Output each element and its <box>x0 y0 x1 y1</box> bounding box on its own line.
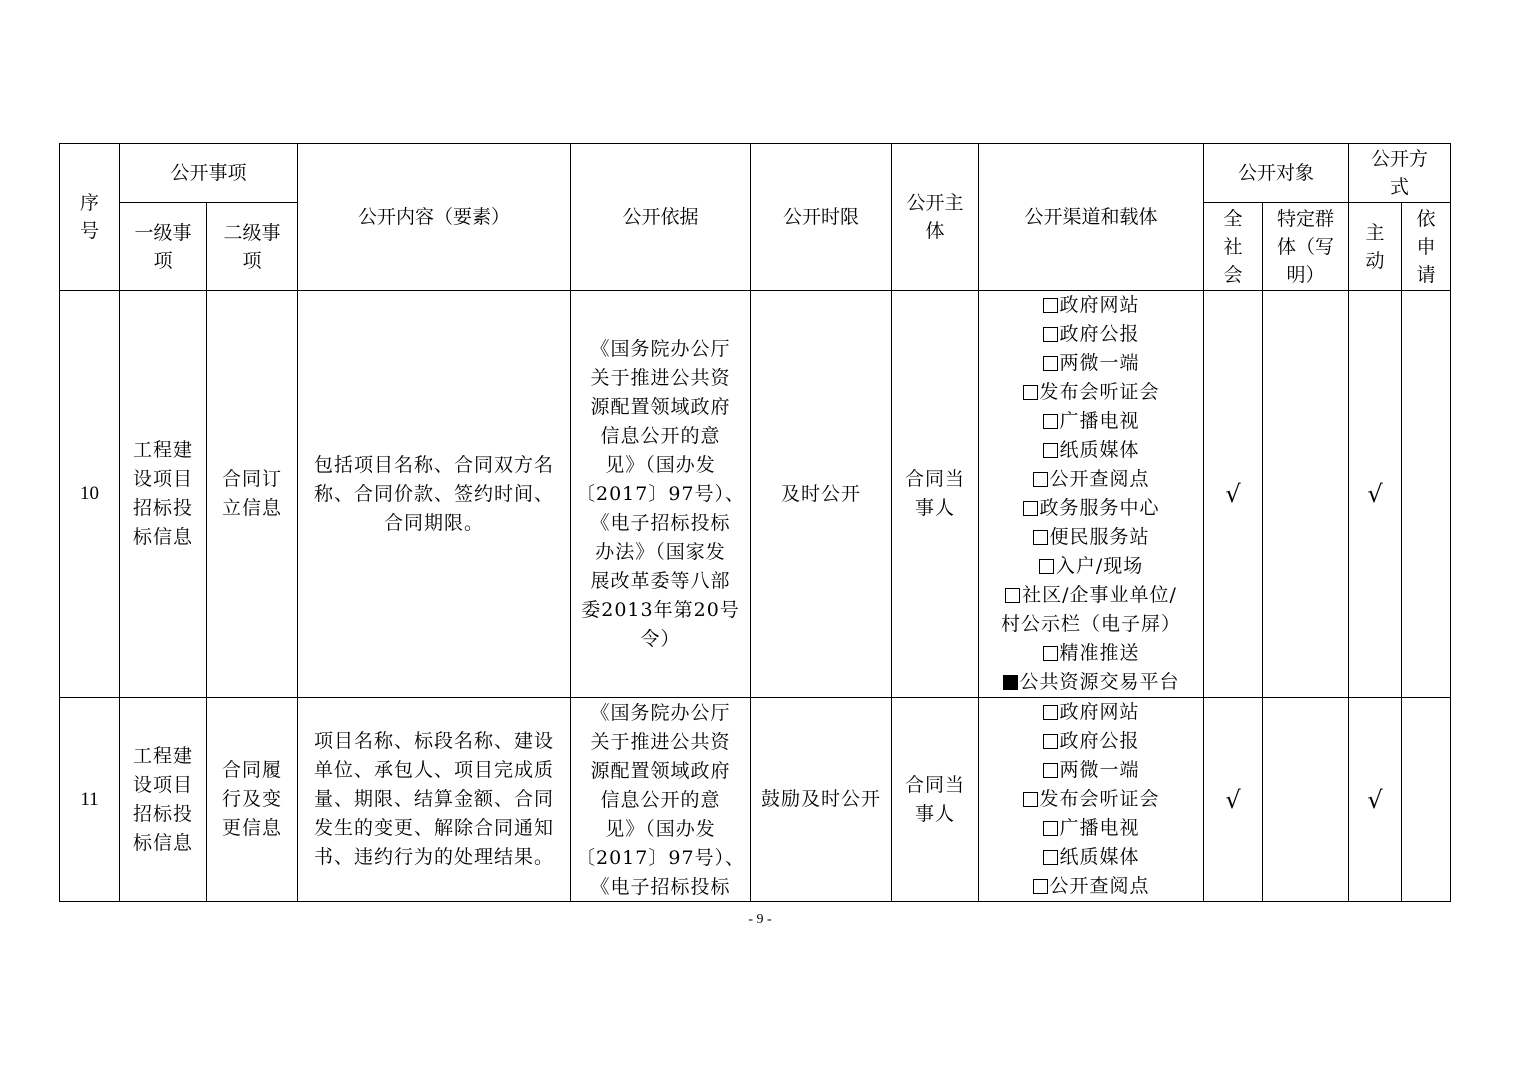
text-line: 量、期限、结算金额、合同 <box>314 788 555 810</box>
empty-box-icon <box>1043 646 1058 661</box>
channel-label: 入户/现场 <box>1055 555 1144 577</box>
empty-box-icon <box>1043 850 1058 865</box>
channel-label: 社区/企事业单位/ <box>1022 584 1177 606</box>
channel-item <box>979 465 1203 494</box>
channel-item <box>979 843 1203 872</box>
text-line: 动 <box>1365 249 1385 272</box>
empty-box-icon <box>1043 443 1058 458</box>
text-line: 见》（国办发 <box>605 818 716 840</box>
text-line: 申 <box>1416 235 1436 258</box>
text-line: 行及变 <box>222 788 283 810</box>
channel-item <box>979 378 1203 407</box>
disclosure-table <box>59 143 1451 902</box>
channel-item <box>979 291 1203 320</box>
text-line: 序 <box>79 192 99 214</box>
text-line: 公开主 <box>906 192 964 214</box>
text-line: 单位、承包人、项目完成质 <box>314 759 555 781</box>
row-content <box>298 698 571 902</box>
header-subject <box>892 144 979 291</box>
text-line: 依 <box>1416 207 1436 230</box>
text-line: 委2013年第20号 <box>581 598 740 621</box>
text-line: 信息公开的意 <box>600 789 721 811</box>
row-time-limit: 鼓励及时公开 <box>751 698 892 902</box>
channel-label: 政府公报 <box>1059 730 1140 752</box>
header-method-group <box>1349 144 1451 203</box>
channel-label: 两微一端 <box>1059 759 1140 781</box>
text-line: 《国务院办公厅 <box>590 702 731 724</box>
empty-box-icon <box>1043 705 1058 720</box>
channel-item <box>979 552 1203 581</box>
header-specific-group <box>1263 203 1349 291</box>
row-proactive-check: √ <box>1349 698 1402 902</box>
text-line: 标信息 <box>132 526 193 548</box>
text-line: 项 <box>153 249 173 272</box>
channel-label: 村公示栏（电子屏） <box>1001 613 1182 635</box>
channel-label: 便民服务站 <box>1049 526 1150 548</box>
text-line: 合同订 <box>222 468 283 490</box>
text-line: 事人 <box>915 802 956 825</box>
row-subject <box>892 291 979 698</box>
channel-item <box>979 320 1203 349</box>
row-channels <box>979 291 1204 698</box>
channel-item <box>979 639 1203 668</box>
row-basis <box>571 698 751 902</box>
channel-label: 公开查阅点 <box>1049 875 1150 897</box>
text-line: 令） <box>640 627 681 650</box>
text-line: 《电子招标投标 <box>590 876 731 898</box>
text-line: 发生的变更、解除合同通知 <box>314 817 555 839</box>
text-line: 二级事 <box>223 221 281 244</box>
page-number: - 9 - <box>748 912 772 927</box>
channel-label: 政府网站 <box>1059 294 1140 316</box>
text-line: 特定群 <box>1277 207 1335 230</box>
header-channels: 公开渠道和载体 <box>979 144 1204 291</box>
header-level2 <box>207 203 298 291</box>
checked-box-icon <box>1003 675 1018 690</box>
channel-label: 纸质媒体 <box>1059 439 1140 461</box>
channel-label: 发布会听证会 <box>1039 381 1160 403</box>
header-proactive <box>1349 203 1402 291</box>
channel-item <box>979 814 1203 843</box>
channel-item <box>979 494 1203 523</box>
channel-item <box>979 872 1203 901</box>
row-specific-group <box>1263 698 1349 902</box>
channel-label: 广播电视 <box>1059 817 1140 839</box>
text-line: 体 <box>925 220 945 242</box>
text-line: 包括项目名称、合同双方名 <box>314 453 555 476</box>
channel-label: 纸质媒体 <box>1059 846 1140 868</box>
empty-box-icon <box>1043 327 1058 342</box>
channel-label: 政府公报 <box>1059 323 1140 345</box>
row-level2 <box>207 698 298 902</box>
row-seq: 11 <box>60 698 120 902</box>
text-line: 关于推进公共资 <box>590 731 731 753</box>
text-line: 展改革委等八部 <box>590 569 731 592</box>
header-content: 公开内容（要素） <box>298 144 571 291</box>
text-line: 标信息 <box>132 831 193 854</box>
text-line: 会 <box>1223 263 1243 286</box>
empty-box-icon <box>1043 763 1058 778</box>
header-time-limit: 公开时限 <box>751 144 892 291</box>
text-line: 一级事 <box>134 221 192 244</box>
empty-box-icon <box>1005 588 1020 603</box>
text-line: 合同当 <box>905 773 966 796</box>
channel-label: 公开查阅点 <box>1049 468 1150 490</box>
text-line: 项目名称、标段名称、建设 <box>314 730 555 752</box>
text-line: 《国务院办公厅 <box>590 337 731 360</box>
text-line: 源配置领域政府 <box>590 395 731 418</box>
header-all-society <box>1204 203 1263 291</box>
channel-label: 公共资源交易平台 <box>1019 671 1180 693</box>
row-content <box>298 291 571 698</box>
text-line: 书、违约行为的处理结果。 <box>314 846 555 868</box>
empty-box-icon <box>1023 792 1038 807</box>
row-seq: 10 <box>60 291 120 698</box>
channel-item <box>979 436 1203 465</box>
text-line: 更信息 <box>222 817 283 839</box>
text-line: 主 <box>1365 221 1385 244</box>
empty-box-icon <box>1033 530 1048 545</box>
channel-item <box>979 523 1203 552</box>
table-row <box>60 698 1451 902</box>
row-basis <box>571 291 751 698</box>
text-line: 〔2017〕97号）、 <box>576 482 746 505</box>
channel-label: 精准推送 <box>1059 642 1140 664</box>
row-level1 <box>120 291 207 698</box>
header-seq <box>60 144 120 291</box>
row-on-request <box>1402 291 1451 698</box>
text-line: 社 <box>1223 235 1243 258</box>
channel-item <box>979 668 1203 697</box>
text-line: 明） <box>1286 263 1325 286</box>
channel-label: 两微一端 <box>1059 352 1140 374</box>
empty-box-icon <box>1033 879 1048 894</box>
text-line: 公开方 <box>1371 148 1429 170</box>
text-line: 办法》（国家发 <box>595 540 726 563</box>
text-line: 工程建 <box>132 744 193 767</box>
channel-label: 政务服务中心 <box>1039 497 1160 519</box>
empty-box-icon <box>1039 559 1054 574</box>
empty-box-icon <box>1023 385 1038 400</box>
row-level2 <box>207 291 298 698</box>
text-line: 信息公开的意 <box>600 424 721 447</box>
text-line: 全 <box>1223 207 1243 230</box>
text-line: 源配置领域政府 <box>590 760 731 782</box>
text-line: 设项目 <box>132 773 193 796</box>
text-line: 项 <box>242 249 262 272</box>
text-line: 关于推进公共资 <box>590 366 731 389</box>
empty-box-icon <box>1043 414 1058 429</box>
row-all-society-check: √ <box>1204 698 1263 902</box>
header-row-1 <box>60 144 1451 203</box>
channel-item <box>979 785 1203 814</box>
table-row <box>60 291 1451 698</box>
channel-label: 广播电视 <box>1059 410 1140 432</box>
empty-box-icon <box>1043 298 1058 313</box>
empty-box-icon <box>1023 501 1038 516</box>
text-line: 招标投 <box>132 497 193 519</box>
row-channels <box>979 698 1204 902</box>
header-audience-group: 公开对象 <box>1204 144 1349 203</box>
channel-item <box>979 610 1203 639</box>
text-line: 式 <box>1390 176 1410 198</box>
channel-item <box>979 698 1203 727</box>
text-line: 设项目 <box>132 468 193 490</box>
channel-item <box>979 407 1203 436</box>
header-level1 <box>120 203 207 291</box>
row-time-limit: 及时公开 <box>751 291 892 698</box>
empty-box-icon <box>1043 734 1058 749</box>
text-line: 招标投 <box>132 802 193 825</box>
header-on-request <box>1402 203 1451 291</box>
channel-label: 政府网站 <box>1059 701 1140 723</box>
text-line: 合同当 <box>905 468 966 490</box>
empty-box-icon <box>1043 356 1058 371</box>
empty-box-icon <box>1033 472 1048 487</box>
channel-item <box>979 349 1203 378</box>
channel-item <box>979 756 1203 785</box>
text-line: 《电子招标投标 <box>590 511 731 534</box>
row-specific-group <box>1263 291 1349 698</box>
header-items-group: 公开事项 <box>120 144 298 203</box>
text-line: 〔2017〕97号）、 <box>576 847 746 869</box>
header-basis: 公开依据 <box>571 144 751 291</box>
row-on-request <box>1402 698 1451 902</box>
text-line: 合同期限。 <box>384 511 485 534</box>
channel-item <box>979 727 1203 756</box>
text-line: 工程建 <box>132 439 193 461</box>
text-line: 见》（国办发 <box>605 453 716 476</box>
row-level1 <box>120 698 207 902</box>
row-subject <box>892 698 979 902</box>
text-line: 事人 <box>915 497 956 519</box>
channel-item <box>979 581 1203 610</box>
text-line: 立信息 <box>222 497 283 519</box>
empty-box-icon <box>1043 821 1058 836</box>
row-all-society-check: √ <box>1204 291 1263 698</box>
text-line: 号 <box>79 220 99 242</box>
text-line: 合同履 <box>222 759 283 781</box>
text-line: 体（写 <box>1277 235 1335 258</box>
text-line: 请 <box>1416 263 1436 286</box>
row-proactive-check: √ <box>1349 291 1402 698</box>
channel-label: 发布会听证会 <box>1039 788 1160 810</box>
text-line: 称、合同价款、签约时间、 <box>314 482 555 505</box>
